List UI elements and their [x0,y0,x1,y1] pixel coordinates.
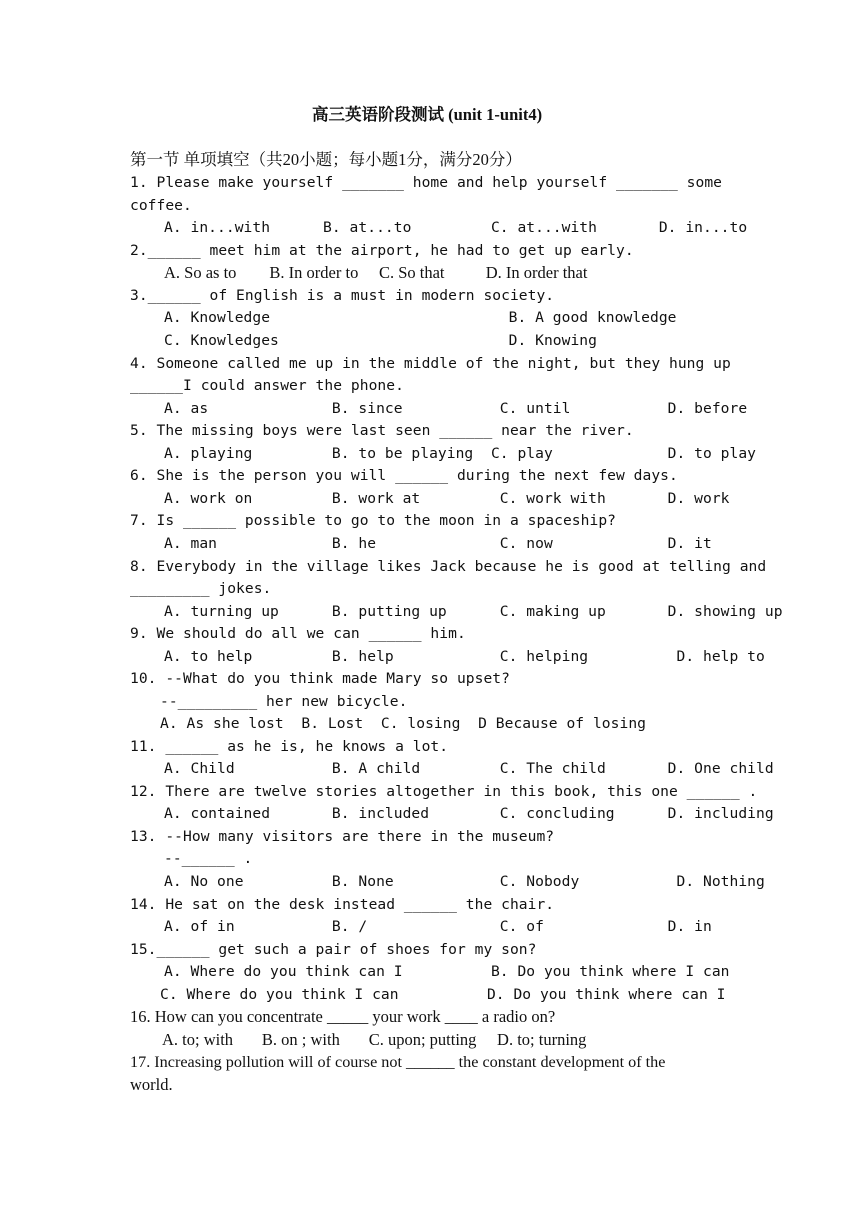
section-heading: 第一节 单项填空（共20小题；每小题1分，满分20分） [130,150,522,169]
options-6: A. work on B. work at C. work with D. work [164,490,730,507]
question-16: 16. How can you concentrate _____ your work ____ a radio on? [130,1007,556,1026]
question-8: 8. Everybody in the village likes Jack because he is good at telling and [130,558,767,575]
options-9: A. to help B. help C. helping D. help to [164,648,765,665]
question-2: 2.______ meet him at the airport, he had to get up early. [130,242,634,259]
options-16: A. to; with B. on ; with C. upon; putting D. to; turning [162,1030,587,1049]
options-3b: C. Knowledges D. Knowing [164,332,597,349]
options-14: A. of in B. / C. of D. in [164,918,712,935]
options-4: A. as B. since C. until D. before [164,400,748,417]
options-13: A. No one B. None C. Nobody D. Nothing [164,873,765,890]
question-12: 12. There are twelve stories altogether in this book, this one ______ . [130,783,758,800]
options-7: A. man B. he C. now D. it [164,535,712,552]
question-1-cont: coffee. [130,197,192,214]
question-7: 7. Is ______ possible to go to the moon in a spaceship? [130,512,616,529]
question-11: 11. ______ as he is, he knows a lot. [130,738,449,755]
options-5: A. playing B. to be playing C. play D. to play [164,445,757,462]
question-17: 17. Increasing pollution will of course not ______ the constant development of the [130,1053,666,1071]
question-13-reply: --______ . [164,850,253,867]
question-14: 14. He sat on the desk instead ______ the chair. [130,896,555,913]
options-11: A. Child B. A child C. The child D. One child [164,760,774,777]
options-15b: C. Where do you think I can D. Do you think where can I [160,986,726,1003]
question-10-reply: --_________ her new bicycle. [160,693,408,710]
question-10: 10. --What do you think made Mary so upset? [130,670,510,687]
question-5: 5. The missing boys were last seen ______ near the river. [130,422,634,439]
question-9: 9. We should do all we can ______ him. [130,625,466,642]
question-3: 3.______ of English is a must in modern society. [130,287,555,304]
question-4-cont: ______I could answer the phone. [130,377,404,394]
question-4: 4. Someone called me up in the middle of the night, but they hung up [130,355,731,372]
options-12: A. contained B. included C. concluding D. including [164,805,774,822]
page-title: 高三英语阶段测试 (unit 1-unit4) [312,105,543,124]
options-1: A. in...with B. at...to C. at...with D. in...to [164,219,748,236]
question-1: 1. Please make yourself _______ home and help yourself _______ some [130,174,723,191]
question-6: 6. She is the person you will ______ during the next few days. [130,467,678,484]
question-13: 13. --How many visitors are there in the museum? [130,828,555,845]
options-2: A. So as to B. In order to C. So that D. In order that [164,263,588,282]
options-8: A. turning up B. putting up C. making up D. showing up [164,603,783,620]
options-10: A. As she lost B. Lost C. losing D Because of losing [160,715,646,732]
options-15a: A. Where do you think can I B. Do you think where I can [164,963,730,980]
options-3a: A. Knowledge B. A good knowledge [164,309,677,326]
question-17-cont: world. [130,1075,173,1094]
question-15: 15.______ get such a pair of shoes for my son? [130,941,537,958]
question-8-cont: _________ jokes. [130,580,272,597]
